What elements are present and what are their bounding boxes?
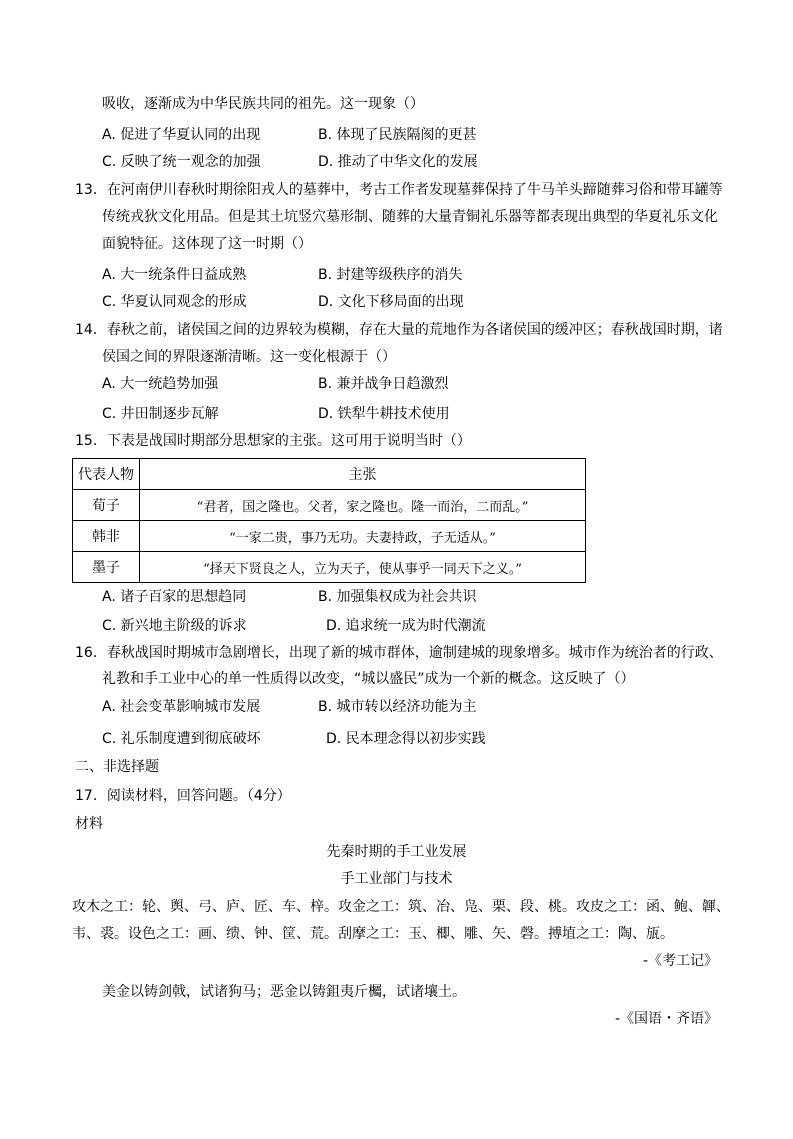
q17-stem: 17．阅读材料，回答问题。（4分） xyxy=(75,788,291,804)
q14-option-a: A. 大一统趋势加强 xyxy=(102,376,219,392)
table-cell-name: 韩非 xyxy=(73,521,140,552)
source-guoyu: -《国语・齐语》 xyxy=(614,1011,718,1027)
q16-option-a: A. 社会变革影响城市发展 xyxy=(102,699,261,715)
q14-option-d: D. 铁犁牛耕技术使用 xyxy=(318,406,450,422)
table-row xyxy=(73,552,586,583)
material-body-line2: 韦、裘。设色之工：画、缋、钟、筐、荒。刮摩之工：玉、楖、雕、矢、磬。搏埴之工：陶、瓬。 xyxy=(72,926,674,942)
q13-option-b: B. 封建等级秩序的消失 xyxy=(318,267,463,283)
q14-option-c: C. 井田制逐步瓦解 xyxy=(102,406,219,422)
q12-option-d: D. 推动了中华文化的发展 xyxy=(318,154,478,170)
source-kaogongji: -《考工记》 xyxy=(642,953,718,969)
q15-option-d: D. 追求统一成为时代潮流 xyxy=(326,618,486,634)
q14-stem-line1: 14．春秋之前，诸侯国之间的边界较为模糊，存在大量的荒地作为各诸侯国的缓冲区；春秋战国时期，诸 xyxy=(75,322,723,338)
material-body-line1: 攻木之工：轮、舆、弓、庐、匠、车、梓。攻金之工：筑、冶、凫、栗、段、桃。攻皮之工：函、鲍、韗、 xyxy=(72,899,730,915)
q13-option-c: C. 华夏认同观念的形成 xyxy=(102,294,247,310)
table-header-cell: 主张 xyxy=(140,459,586,490)
material-title: 先秦时期的手工业发展 xyxy=(326,844,467,860)
q16-stem-line1: 16．春秋战国时期城市急剧增长，出现了新的城市群体，逾制建城的现象增多。城市作为统治者的行政、 xyxy=(75,645,723,661)
q12-stem: 吸收，逐渐成为中华民族共同的祖先。这一现象（） xyxy=(102,96,424,112)
table-cell-quote: “一家二贵，事乃无功。夫妻持政，子无适从。” xyxy=(140,521,586,552)
q13-stem-line2: 传统戎狄文化用品。但是其土坑竖穴墓形制、随葬的大量青铜礼乐器等都表现出典型的华夏礼乐文化 xyxy=(102,209,718,225)
table-header-cell: 代表人物 xyxy=(73,459,140,490)
table-cell-quote: “君者，国之隆也。父者，家之隆也。隆一而治，二而乱。” xyxy=(140,490,586,521)
q16-stem-line2: 礼教和手工业中心的单一性质得以改变，“城以盛民”成为一个新的概念。这反映了（） xyxy=(102,671,635,687)
q12-option-b: B. 体现了民族隔阂的更甚 xyxy=(318,127,477,143)
thinkers-table xyxy=(72,458,586,583)
q15-option-b: B. 加强集权成为社会共识 xyxy=(318,589,477,605)
section-heading: 二、非选择题 xyxy=(75,759,159,775)
q13-option-a: A. 大一统条件日益成熟 xyxy=(102,267,247,283)
material-label: 材料 xyxy=(75,816,103,832)
table-header-row xyxy=(73,459,586,490)
q12-option-c: C. 反映了统一观念的加强 xyxy=(102,154,261,170)
table-row xyxy=(73,490,586,521)
table-cell-name: 荀子 xyxy=(73,490,140,521)
q15-stem: 15．下表是战国时期部分思想家的主张。这可用于说明当时（） xyxy=(75,433,471,449)
table-cell-name: 墨子 xyxy=(73,552,140,583)
q13-stem-line1: 13．在河南伊川春秋时期徐阳戎人的墓葬中，考古工作者发现墓葬保持了牛马羊头蹄随葬习俗和带耳罐等 xyxy=(75,182,723,198)
q16-option-d: D. 民本理念得以初步实践 xyxy=(326,731,486,747)
q12-option-a: A. 促进了华夏认同的出现 xyxy=(102,127,261,143)
table-cell-quote: “择天下贤良之人，立为天子，使从事乎一同天下之义。” xyxy=(140,552,586,583)
q14-stem-line2: 侯国之间的界限逐渐清晰。这一变化根源于（） xyxy=(102,349,396,365)
q13-option-d: D. 文化下移局面的出现 xyxy=(318,294,464,310)
table-row xyxy=(73,521,586,552)
material-subtitle: 手工业部门与技术 xyxy=(340,871,453,887)
q16-option-c: C. 礼乐制度遭到彻底破坏 xyxy=(102,731,261,747)
q15-option-a: A. 诸子百家的思想趋同 xyxy=(102,589,247,605)
material-quote: 美金以铸剑戟，试诸狗马；恶金以铸鉏夷斤欘，试诸壤土。 xyxy=(102,984,466,1000)
q14-option-b: B. 兼并战争日趋激烈 xyxy=(318,376,449,392)
q16-option-b: B. 城市转以经济功能为主 xyxy=(318,699,477,715)
q15-option-c: C. 新兴地主阶级的诉求 xyxy=(102,618,247,634)
q13-stem-line3: 面貌特征。这体现了这一时期（） xyxy=(102,236,312,252)
